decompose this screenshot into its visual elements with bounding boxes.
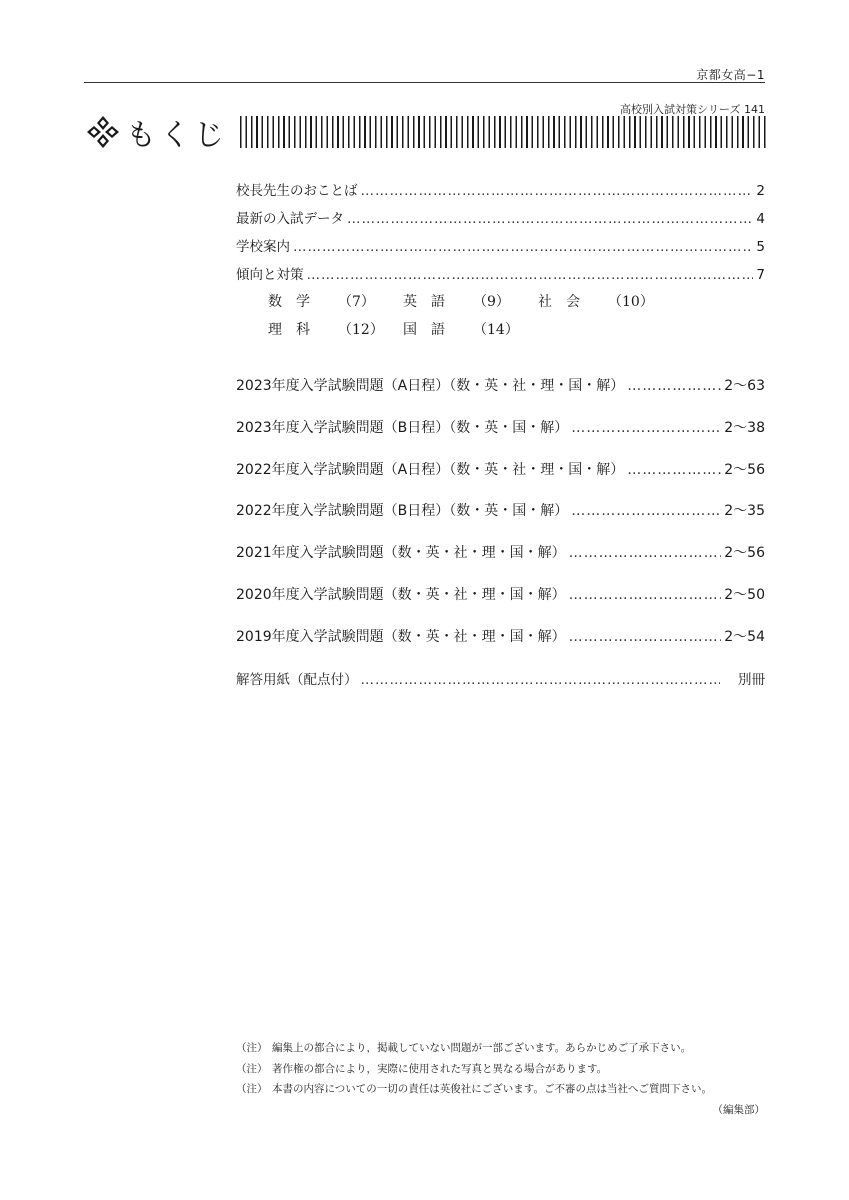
- toc-leader: [361, 183, 754, 199]
- exam-leader: [627, 378, 721, 394]
- exam-row: [236, 542, 765, 562]
- note-text: 著作権の都合により，実際に使用された写真と異なる場合があります。: [272, 1063, 608, 1075]
- subject-page: （9）: [473, 294, 510, 310]
- toc-row: [236, 207, 765, 227]
- exam-row: [236, 626, 765, 646]
- toc-page: 5: [756, 239, 765, 255]
- subject-name: 社 会: [538, 294, 580, 310]
- title-bars: [240, 116, 766, 148]
- subject-item: [268, 291, 375, 311]
- toc-leader: [347, 211, 753, 227]
- subject-name: 数 学: [268, 294, 310, 310]
- exam-leader: [571, 503, 721, 519]
- toc-label: 校長先生のおことば: [236, 183, 358, 199]
- subject-page: （7）: [338, 294, 375, 310]
- toc-label: 最新の入試データ: [236, 211, 344, 227]
- answer-sheet-row: [236, 668, 765, 688]
- exam-label: 2023年度入学試験問題（B日程）（数・英・国・解）: [236, 420, 569, 436]
- subject-name: 国 語: [403, 322, 445, 338]
- page-title: もくじ: [126, 118, 228, 153]
- exam-label: 2019年度入学試験問題（数・英・社・理・国・解）: [236, 629, 566, 645]
- exam-page: 2〜63: [724, 378, 765, 394]
- subject-page: （10）: [608, 294, 654, 310]
- exam-page: 2〜54: [724, 629, 765, 645]
- toc-leader: [293, 239, 753, 255]
- toc-page: 4: [756, 211, 765, 227]
- subject-page: （14）: [473, 322, 519, 338]
- subject-name: 英 語: [403, 294, 445, 310]
- note: [236, 1061, 607, 1076]
- exam-leader: [569, 629, 722, 645]
- exam-row: [236, 500, 765, 520]
- note: [236, 1040, 691, 1055]
- toc-row: [236, 179, 765, 199]
- answer-sheet-leader: [361, 672, 721, 688]
- exam-label: 2022年度入学試験問題（A日程）（数・英・社・理・国・解）: [236, 462, 625, 478]
- exam-leader: [627, 462, 721, 478]
- subject-name: 理 科: [268, 322, 310, 338]
- toc-leader: [307, 267, 754, 283]
- note: [236, 1081, 712, 1096]
- subject-item: [268, 319, 384, 339]
- exam-page: 2〜35: [724, 503, 765, 519]
- four-diamond-ornament-icon: [84, 113, 122, 151]
- exam-label: 2021年度入学試験問題（数・英・社・理・国・解）: [236, 545, 566, 561]
- publisher-credit: （編集部）: [712, 1104, 765, 1116]
- header-label: 京都女高−1: [696, 68, 765, 82]
- note-text: 本書の内容についての一切の責任は英俊社にございます。ご不審の点は当社へご質問下さい。: [272, 1083, 712, 1095]
- exam-page: 2〜38: [724, 420, 765, 436]
- title-row: [84, 112, 766, 152]
- subject-item: [403, 291, 510, 311]
- exam-label: 2022年度入学試験問題（B日程）（数・英・国・解）: [236, 503, 569, 519]
- exam-page: 2〜56: [724, 545, 765, 561]
- exam-page: 2〜56: [724, 462, 765, 478]
- exam-page: 2〜50: [724, 587, 765, 603]
- toc-page: 7: [756, 267, 765, 283]
- subject-page: （12）: [338, 322, 384, 338]
- exam-leader: [569, 587, 722, 603]
- subject-item: [403, 319, 519, 339]
- toc-label: 傾向と対策: [236, 267, 304, 283]
- note-text: 編集上の都合により，掲載していない問題が一部ございます。あらかじめご了承下さい。: [272, 1042, 692, 1054]
- exam-row: [236, 417, 765, 437]
- note-tag: （注）: [236, 1042, 268, 1054]
- exam-row: [236, 375, 765, 395]
- exam-leader: [571, 420, 721, 436]
- series-label: 高校別入試対策シリーズ 141: [620, 103, 765, 116]
- answer-sheet-page: 別冊: [738, 672, 765, 688]
- exam-leader: [569, 545, 722, 561]
- toc-row: [236, 235, 765, 255]
- exam-label: 2023年度入学試験問題（A日程）（数・英・社・理・国・解）: [236, 378, 625, 394]
- exam-row: [236, 459, 765, 479]
- header-rule: [84, 82, 765, 83]
- toc-label: 学校案内: [236, 239, 290, 255]
- exam-row: [236, 584, 765, 604]
- toc-row: [236, 263, 765, 283]
- toc-page: 2: [756, 183, 765, 199]
- note-tag: （注）: [236, 1063, 268, 1075]
- note-tag: （注）: [236, 1083, 268, 1095]
- subject-item: [538, 291, 654, 311]
- answer-sheet-label: 解答用紙（配点付）: [236, 672, 358, 688]
- exam-label: 2020年度入学試験問題（数・英・社・理・国・解）: [236, 587, 566, 603]
